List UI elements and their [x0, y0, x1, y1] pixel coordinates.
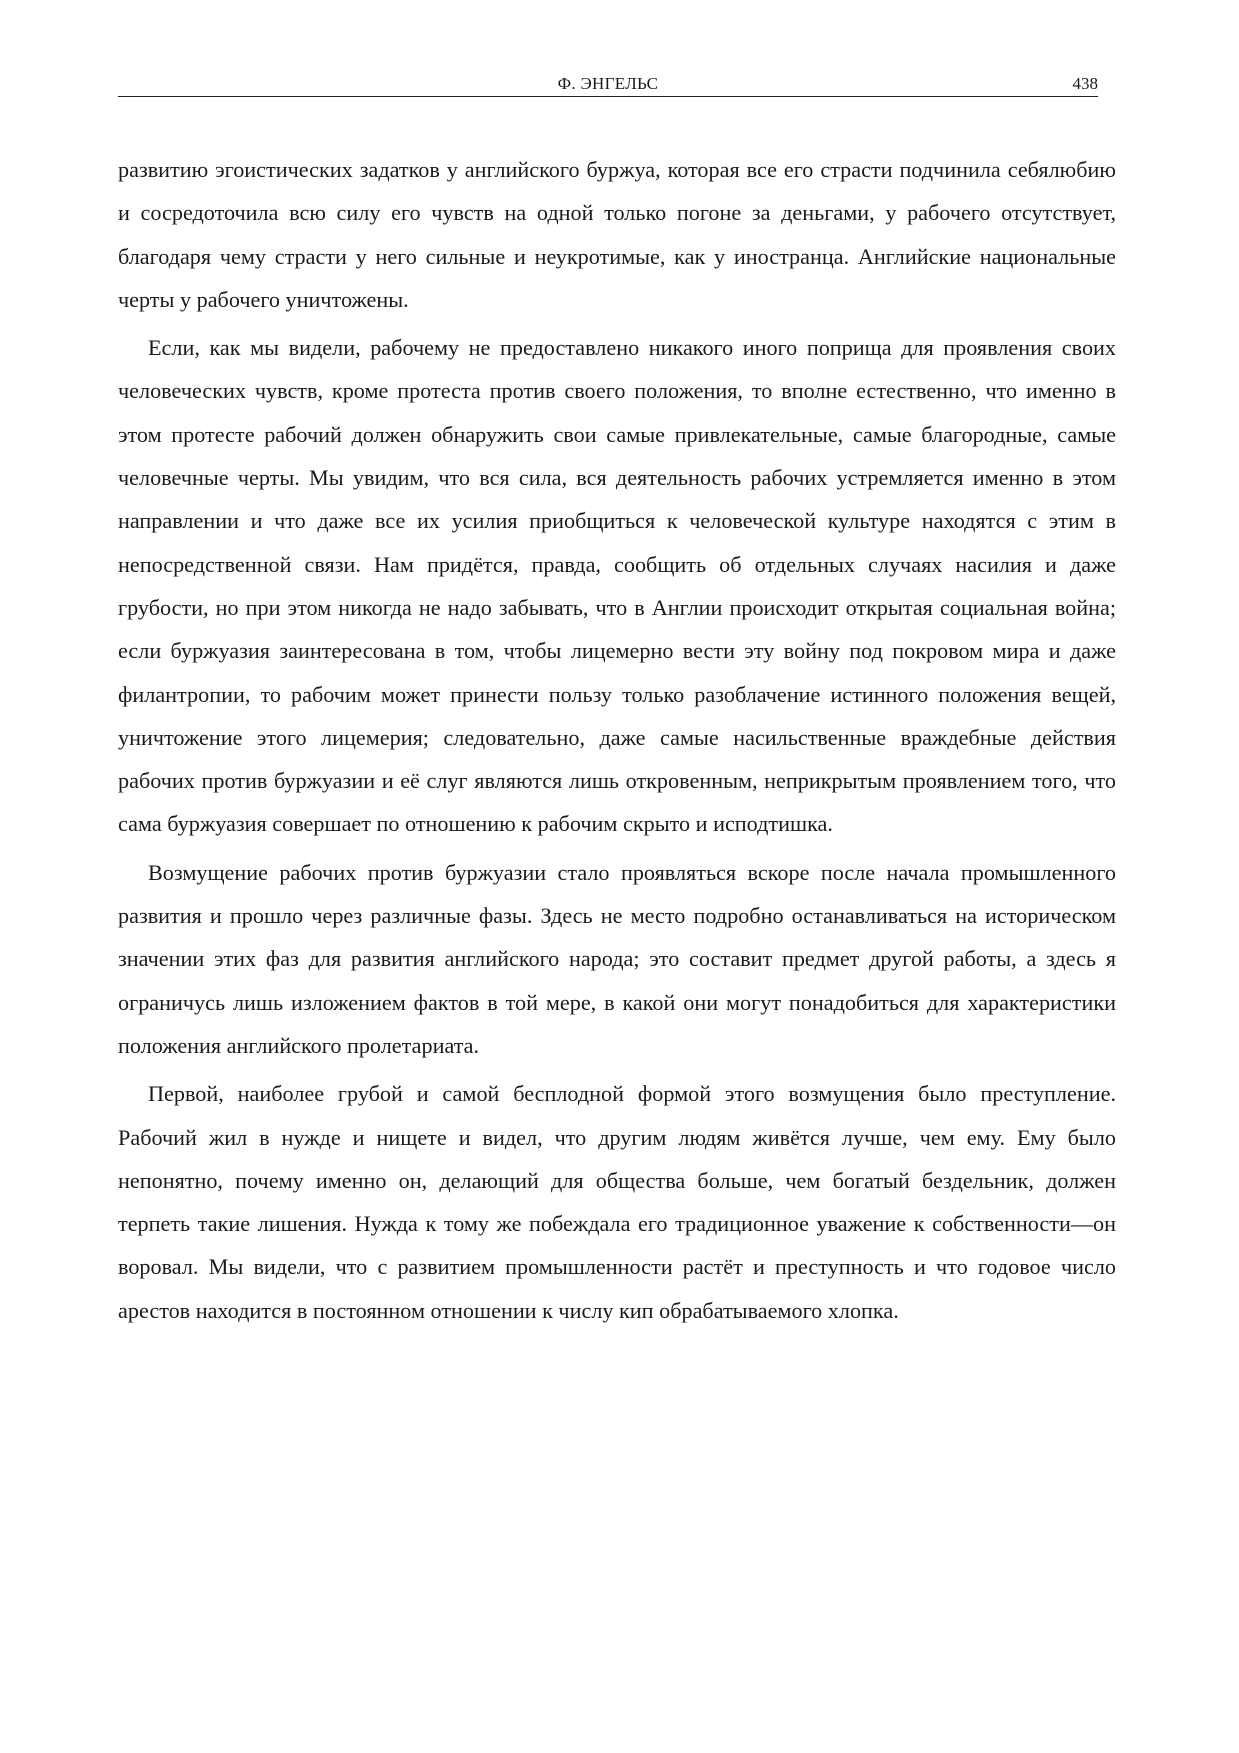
paragraph: Если, как мы видели, рабочему не предоставлено никакого иного поприща для проявления своих человеческих чувств, кроме протеста против своего положения, то вполне естественно, что именно в этом протесте рабочий должен обнаружить свои самые привлекательные, самые благородные, самые человечные черты. Мы увидим, что вся сила, вся деятельность рабочих устремляется именно в этом направлении и что даже все их усилия приобщиться к человеческой культуре находятся с этим в непосредственной связи. Нам придётся, правда, сообщить об отдельных случаях насилия и даже грубости, но при этом никогда не надо забывать, что в Англии происходит открытая социальная война; если буржуазия заинтересована в том, чтобы лицемерно вести эту войну под покровом мира и даже филантропии, то рабочим может принести пользу только разоблачение истинного положения вещей, уничтожение этого лицемерия; следовательно, даже самые насильственные враждебные действия рабочих против буржуазии и её слуг являются лишь откровенным, неприкрытым проявлением того, что сама буржуазия совершает по отношению к рабочим скрыто и исподтишка.: [118, 335, 1116, 837]
paragraph: Первой, наиболее грубой и самой бесплодной формой этого возмущения было преступление. Рабочий жил в нужде и нищете и видел, что другим людям живётся лучше, чем ему. Ему было непонятно, почему именно он, делающий для общества больше, чем богатый бездельник, должен терпеть такие лишения. Нужда к тому же побеждала его традиционное уважение к собственности—он воровал. Мы видели, что с развитием промышленности растёт и преступность и что годовое число арестов находится в постоянном отношении к числу кип обрабатываемого хлопка.: [118, 1081, 1116, 1323]
page-header: [118, 72, 1098, 97]
paragraph: Возмущение рабочих против буржуазии стало проявляться вскоре после начала промышленного развития и прошло через различные фазы. Здесь не место подробно останавливаться на историческом значении этих фаз для развития английского народа; это составит предмет другой работы, а здесь я ограничусь лишь изложением фактов в той мере, в какой они могут понадобиться для характеристики положения английского пролетариата.: [118, 859, 1116, 1058]
page-number: 438: [1072, 74, 1098, 93]
body-text: [118, 148, 1116, 1337]
paragraph: развитию эгоистических задатков у английского буржуа, которая все его страсти подчинила себялюбию и сосредоточила всю силу его чувств на одной только погоне за деньгами, у рабочего отсутствует, благодаря чему страсти у него сильные и неукротимые, как у иностранца. Английские национальные черты у рабочего уничтожены.: [118, 157, 1116, 312]
running-head: Ф. ЭНГЕЛЬС: [557, 74, 659, 93]
